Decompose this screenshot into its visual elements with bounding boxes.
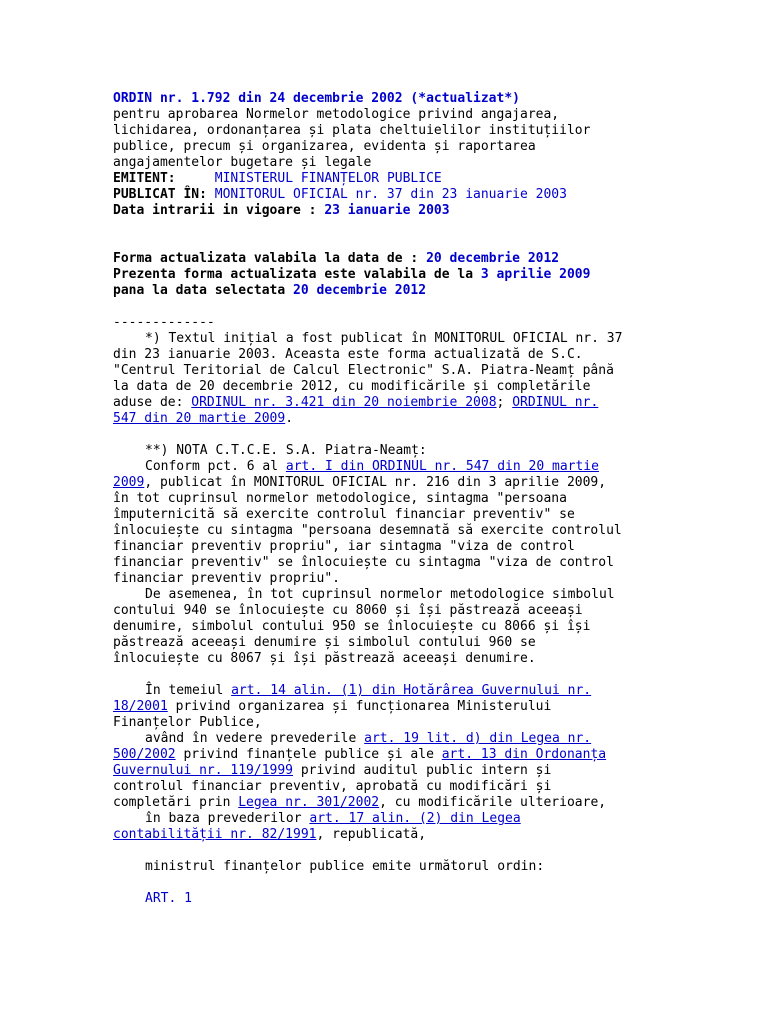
publicat-label: PUBLICAT ÎN:	[113, 187, 207, 202]
note-line: înlocuiește cu sintagma "persoana desemnată să exercite controlul	[113, 523, 622, 538]
separator: -------------	[113, 315, 215, 330]
link-legea-500-2002[interactable]: art. 19 lit. d) din Legea nr.	[364, 731, 592, 746]
subject-line: publice, precum și organizarea, evidenta și raportarea	[113, 139, 536, 154]
validity-date: 20 decembrie 2012	[293, 283, 427, 298]
note-line: împuternicită să exercite controlul financiar preventiv" se	[113, 507, 575, 522]
preamble-text: privind auditul public intern și	[300, 763, 552, 778]
link-legea-301-2002[interactable]: Legea nr. 301/2002	[238, 795, 380, 810]
note-line: păstrează aceeași denumire și simbolul contului 960 se	[113, 635, 536, 650]
subject-line: angajamentelor bugetare și legale	[113, 155, 372, 170]
preamble-line: Finanțelor Publice,	[113, 715, 262, 730]
validity-label: Forma actualizata valabila la data de :	[113, 251, 419, 266]
validity-row	[113, 267, 763, 283]
note-text: ;	[496, 395, 505, 410]
link-ordin-547-cont[interactable]: 547 din 20 martie 2009	[113, 411, 286, 426]
note-line: din 23 ianuarie 2003. Aceasta este forma actualizată de S.C.	[113, 347, 583, 362]
subject-line: pentru aprobarea Normelor metodologice privind angajarea,	[113, 107, 560, 122]
link-hg-18-2001[interactable]: art. 14 alin. (1) din Hotărârea Guvernului nr.	[231, 683, 592, 698]
link-og-119-1999-cont[interactable]: Guvernului nr. 119/1999	[113, 763, 294, 778]
link-ordin-3421[interactable]: ORDINUL nr. 3.421 din 20 noiembrie 2008	[191, 395, 497, 410]
link-ordin-547[interactable]: ORDINUL nr.	[512, 395, 599, 410]
emitent-value: MINISTERUL FINANȚELOR PUBLICE	[214, 171, 442, 186]
publicat-value: MONITORUL OFICIAL nr. 37 din 23 ianuarie 2003	[214, 187, 567, 202]
note-line: financiar preventiv propriu".	[113, 571, 340, 586]
document	[113, 91, 763, 907]
note-line: denumire, simbolul contului 950 se înlocuiește cu 8066 și își	[113, 619, 591, 634]
preamble-text: , republicată,	[316, 827, 427, 842]
validity-date: 3 aprilie 2009	[480, 267, 591, 282]
link-og-119-1999[interactable]: art. 13 din Ordonanța	[441, 747, 607, 762]
validity-label: pana la data selectata	[113, 283, 286, 298]
note-text: aduse de:	[113, 395, 184, 410]
validity-date: 20 decembrie 2012	[426, 251, 560, 266]
article-link[interactable]: ART. 1	[145, 891, 192, 906]
preamble-line	[113, 747, 763, 763]
subject-line: lichidarea, ordonanțarea și plata cheltuielilor instituțiilor	[113, 123, 591, 138]
note-line: în tot cuprinsul normelor metodologice, sintagma "persoana	[113, 491, 567, 506]
link-art-i-ordin-547[interactable]: art. I din ORDINUL nr. 547 din 20 martie	[285, 459, 599, 474]
note-line: la data de 20 decembrie 2012, cu modificările și completările	[113, 379, 591, 394]
preamble-line	[113, 763, 763, 779]
emitent-row	[113, 171, 763, 187]
decree-statement: ministrul finanțelor publice emite următorul ordin:	[145, 859, 545, 874]
note-line: financiar preventiv" se înlocuiește cu sintagma "viza de control	[113, 555, 614, 570]
note-line: financiar preventiv propriu", iar sintagma "viza de control	[113, 539, 575, 554]
intrare-label: Data intrarii in vigoare :	[113, 203, 317, 218]
preamble-text: având în vedere prevederile	[145, 731, 357, 746]
preamble-line: controlul financiar preventiv, aprobată cu modificări și	[113, 779, 552, 794]
preamble-text: , cu modificările ulterioare,	[379, 795, 607, 810]
link-legea-500-2002-cont[interactable]: 500/2002	[113, 747, 176, 762]
intrare-row	[113, 203, 763, 219]
note-text: .	[285, 411, 294, 426]
note-line	[113, 459, 763, 475]
preamble-text: privind finanțele publice și ale	[183, 747, 434, 762]
validity-label: Prezenta forma actualizata este valabila de la	[113, 267, 474, 282]
note-line: De asemenea, în tot cuprinsul normelor metodologice simbolul	[145, 587, 615, 602]
validity-row	[113, 251, 763, 267]
note-title: **) NOTA C.T.C.E. S.A. Piatra-Neamț:	[145, 443, 427, 458]
preamble-line	[113, 683, 763, 699]
preamble-text: În temeiul	[145, 683, 224, 698]
preamble-text: privind organizarea și funcționarea Ministerului	[175, 699, 552, 714]
validity-row	[113, 283, 763, 299]
note-line	[113, 475, 763, 491]
intrare-value: 23 ianuarie 2003	[324, 203, 450, 218]
link-hg-18-2001-cont[interactable]: 18/2001	[113, 699, 168, 714]
note-text: , publicat în MONITORUL OFICIAL nr. 216 din 3 aprilie 2009,	[144, 475, 607, 490]
link-legea-82-1991[interactable]: art. 17 alin. (2) din Legea	[309, 811, 521, 826]
publicat-row	[113, 187, 763, 203]
document-title: ORDIN nr. 1.792 din 24 decembrie 2002 (*actualizat*)	[113, 91, 520, 106]
preamble-line	[113, 811, 763, 827]
note-line: *) Textul inițial a fost publicat în MONITORUL OFICIAL nr. 37	[145, 331, 623, 346]
preamble-line	[113, 699, 763, 715]
preamble-text: în baza prevederilor	[145, 811, 302, 826]
link-art-i-ordin-547-cont[interactable]: 2009	[113, 475, 145, 490]
note-line	[113, 395, 763, 411]
note-line: înlocuiește cu 8067 și își păstrează aceeași denumire.	[113, 651, 536, 666]
note-line: "Centrul Teritorial de Calcul Electronic" S.A. Piatra-Neamț până	[113, 363, 614, 378]
note-text: Conform pct. 6 al	[145, 459, 279, 474]
note-line	[113, 411, 763, 427]
note-line: contului 940 se înlocuiește cu 8060 și își păstrează aceeași	[113, 603, 583, 618]
preamble-line	[113, 827, 763, 843]
preamble-line	[113, 731, 763, 747]
emitent-label: EMITENT:	[113, 171, 176, 186]
link-legea-82-1991-cont[interactable]: contabilității nr. 82/1991	[113, 827, 317, 842]
preamble-line	[113, 795, 763, 811]
preamble-text: completări prin	[113, 795, 231, 810]
